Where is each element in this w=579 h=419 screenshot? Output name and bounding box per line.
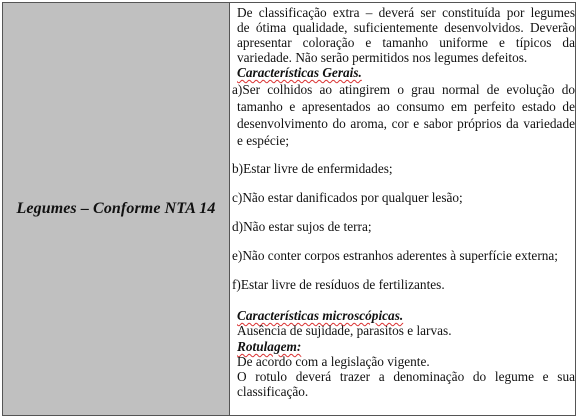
item-a-line-2: tamanho e apresentados ao consumo em perfeito estado de <box>237 99 575 114</box>
extra-line-4: variedade. Não serão permitidos nos legumes defeitos. <box>237 50 528 65</box>
gerais-heading: Características Gerais. <box>237 65 362 80</box>
category-label: Legumes – Conforme NTA 14 <box>16 200 216 217</box>
item-a-line-3: desenvolvimento do aroma, cor e sabor próprios da variedade <box>237 116 575 131</box>
spec-table <box>2 2 576 416</box>
item-a-line-1: a)Ser colhidos ao atingirem o grau normal de evolução do <box>232 82 575 97</box>
micro-text: Ausência de sujidade, parasitos e larvas. <box>237 323 452 338</box>
micro-heading: Características microscópicas. <box>237 308 404 323</box>
item-d: d)Não estar sujos de terra; <box>232 219 372 234</box>
specification-cell <box>230 3 575 415</box>
item-f: f)Estar livre de resíduos de fertilizantes. <box>232 277 445 292</box>
item-b: b)Estar livre de enfermidades; <box>232 161 393 176</box>
rotulagem-line-3: classificação. <box>237 384 309 399</box>
item-e: e)Não conter corpos estranhos aderentes à superfície externa; <box>232 248 558 263</box>
item-c: c)Não estar danificados por qualquer lesão; <box>232 190 463 205</box>
extra-line-2: de ótima qualidade, suficientemente desenvolvidos. Deverão <box>237 20 575 35</box>
category-cell <box>3 3 230 415</box>
extra-line-1: De classificação extra – deverá ser constituída por legumes <box>237 5 575 20</box>
extra-line-3: apresentar coloração e tamanho uniforme e típicos da <box>237 35 575 50</box>
rotulagem-line-1: De acordo com a legislação vigente. <box>237 354 430 369</box>
item-a-line-4: e espécie; <box>237 133 290 148</box>
rotulagem-line-2: O rotulo deverá trazer a denominação do legume e sua <box>237 369 575 384</box>
rotulagem-heading: Rotulagem: <box>237 339 302 354</box>
